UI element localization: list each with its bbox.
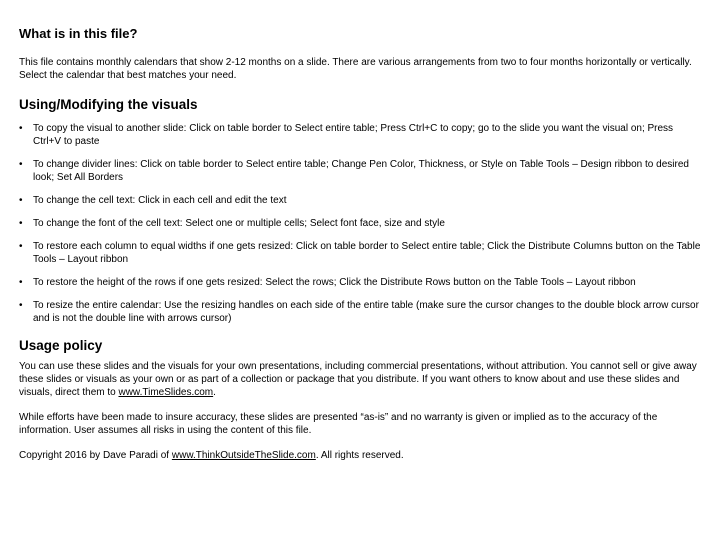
list-item <box>19 158 703 184</box>
thinkoutside-link[interactable]: www.ThinkOutsideTheSlide.com <box>171 450 316 461</box>
bullet-icon: • <box>19 241 23 252</box>
policy-text: You can use these slides and the visuals for your own presentations, including commercial presentations, without attribution. You cannot sell or give away these slides or visuals as your own or as part of a collection or package that you distribute. If you want others to know about and use these slides and visuals, direct them to <box>19 361 697 398</box>
disclaimer-paragraph: While efforts have been made to insure accuracy, these slides are presented “as-is” and no warranty is given or implied as to the accuracy of the information. User assumes all risks in using the content of this file. <box>19 412 658 436</box>
intro-heading: What is in this file? <box>19 26 138 41</box>
bullet-icon: • <box>19 218 23 229</box>
policy-paragraph <box>19 360 703 399</box>
bullet-icon: • <box>19 195 23 206</box>
list-item-text: To restore the height of the rows if one gets resized: Select the rows; Click the Distribute Rows button on the Table Tools – Layout ribbon <box>33 277 636 288</box>
list-item <box>19 240 703 266</box>
list-item <box>19 299 703 325</box>
timeslides-link[interactable]: www.TimeSlides.com <box>118 387 214 398</box>
list-item <box>19 276 703 289</box>
bullet-icon: • <box>19 159 23 170</box>
instructions-list <box>19 122 703 325</box>
intro-text: This file contains monthly calendars that show 2-12 months on a slide. There are various arrangements from two to four months horizontally or vertically. Select the calendar that best matches your need. <box>19 57 692 81</box>
list-item-text: To copy the visual to another slide: Click on table border to Select entire table; Press Ctrl+C to copy; go to the slide you want the visual on; Press Ctrl+V to paste <box>33 123 674 147</box>
list-item <box>19 194 703 207</box>
list-item-text: To change divider lines: Click on table border to Select entire table; Change Pen Color, Thickness, or Style on Table Tools – Design ribbon to desired look; Set All Borders <box>33 159 689 183</box>
slide-content <box>19 26 703 474</box>
copyright-paragraph <box>19 449 703 462</box>
copyright-text: Copyright 2016 by Dave Paradi of <box>19 450 172 461</box>
bullet-icon: • <box>19 300 23 311</box>
policy-text-end: . <box>213 387 216 398</box>
bullet-icon: • <box>19 123 23 134</box>
list-item-text: To resize the entire calendar: Use the resizing handles on each side of the entire table (make sure the cursor changes to the double block arrow cursor and is not the double line with arrows cursor) <box>33 300 699 324</box>
list-item-text: To restore each column to equal widths if one gets resized: Click on table border to Select entire table; Click the Distribute Columns button on the Table Tools – Layout ribbon <box>33 241 701 265</box>
bullet-icon: • <box>19 277 23 288</box>
list-item <box>19 122 703 148</box>
list-item <box>19 217 703 230</box>
policy-heading: Usage policy <box>19 338 103 353</box>
list-item-text: To change the cell text: Click in each cell and edit the text <box>33 195 287 206</box>
using-heading: Using/Modifying the visuals <box>19 97 198 112</box>
copyright-end: . All rights reserved. <box>315 450 404 461</box>
list-item-text: To change the font of the cell text: Select one or multiple cells; Select font face, size and style <box>33 218 445 229</box>
